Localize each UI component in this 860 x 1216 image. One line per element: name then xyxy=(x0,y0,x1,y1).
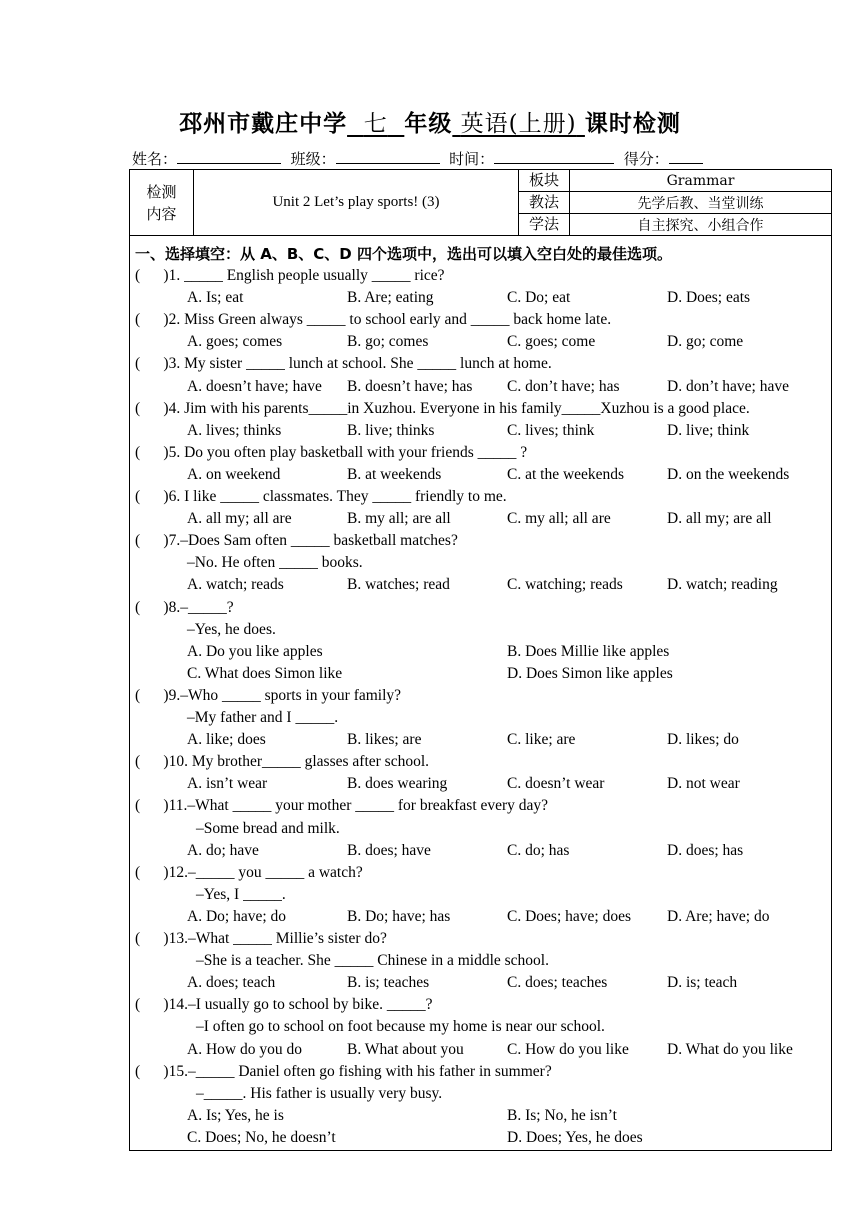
answer-option[interactable]: C. goes; come xyxy=(507,333,596,351)
answer-option[interactable]: A. does; teach xyxy=(187,974,276,992)
unit-title: Unit 2 Let’s play sports! (3) xyxy=(272,194,440,210)
answer-option[interactable]: B. watches; read xyxy=(347,576,450,594)
answer-option[interactable]: D. don’t have; have xyxy=(667,377,789,395)
answer-option[interactable]: B. does wearing xyxy=(347,775,448,793)
question-stem: ( )9.–Who _____ sports in your family? xyxy=(135,686,402,704)
answer-option[interactable]: D. Does; eats xyxy=(667,289,751,307)
answer-option[interactable]: D. What do you like xyxy=(667,1040,793,1058)
content-label-cell xyxy=(130,170,194,236)
learning-method-value: 自主探究、小组合作 xyxy=(570,214,832,236)
question-reply: –Yes, I _____. xyxy=(196,885,286,903)
answer-option[interactable]: D. on the weekends xyxy=(667,465,790,483)
answer-option[interactable]: A. on weekend xyxy=(187,465,281,483)
answer-option[interactable]: C. What does Simon like xyxy=(187,664,343,682)
answer-option[interactable]: C. lives; think xyxy=(507,421,595,439)
grade-value: 七 xyxy=(363,111,388,137)
section-heading: 一、选择填空：从 A、B、C、D 四个选项中，选出可以填入空白处的最佳选项。 xyxy=(135,245,672,263)
answer-option[interactable]: D. likes; do xyxy=(667,731,739,749)
answer-option[interactable]: A. watch; reads xyxy=(187,576,284,594)
score-label: 得分： xyxy=(623,150,669,168)
answer-option[interactable]: B. live; thinks xyxy=(347,421,435,439)
question-stem: ( )6. I like _____ classmates. They _____ friendly to me. xyxy=(135,488,507,505)
answer-option[interactable]: B. go; comes xyxy=(347,333,429,351)
school-name: 邳州市戴庄中学 xyxy=(179,111,348,137)
answer-option[interactable]: C. Does; have; does xyxy=(507,907,631,925)
answer-option[interactable]: A. Is; Yes, he is xyxy=(187,1106,284,1124)
answer-option[interactable]: A. like; does xyxy=(187,731,266,749)
class-label: 班级： xyxy=(290,150,336,168)
answer-option[interactable]: C. Does; No, he doesn’t xyxy=(187,1128,336,1146)
grade-suffix: 年级 xyxy=(404,111,453,137)
answer-option[interactable]: A. all my; all are xyxy=(187,510,292,528)
answer-option[interactable]: B. Are; eating xyxy=(347,289,434,307)
question-reply: –No. He often _____ books. xyxy=(187,554,363,572)
answer-option[interactable]: C. my all; all are xyxy=(507,510,611,528)
content-label-line: 检测 xyxy=(146,182,177,201)
teaching-method-value: 先学后教、当堂训练 xyxy=(570,192,832,214)
answer-option[interactable]: D. go; come xyxy=(667,333,744,351)
score-field[interactable] xyxy=(669,149,703,164)
answer-option[interactable]: C. How do you like xyxy=(507,1040,629,1058)
answer-option[interactable]: A. How do you do xyxy=(187,1040,302,1058)
question-stem: ( )1. _____ English people usually _____ rice? xyxy=(135,267,445,284)
answer-option[interactable]: A. lives; thinks xyxy=(187,421,282,439)
answer-option[interactable]: D. Does; Yes, he does xyxy=(507,1128,643,1146)
answer-option[interactable]: D. Does Simon like apples xyxy=(507,664,673,682)
question-stem: ( )2. Miss Green always _____ to school early and _____ back home late. xyxy=(135,311,612,329)
answer-option[interactable]: C. does; teaches xyxy=(507,974,608,992)
content-label-line: 内容 xyxy=(146,204,177,223)
question-stem: ( )15.–_____ Daniel often go fishing with his father in summer? xyxy=(135,1062,552,1080)
subject-value: 英语(上册) xyxy=(460,111,577,137)
answer-option[interactable]: B. Does Millie like apples xyxy=(507,642,670,660)
question-stem: ( )13.–What _____ Millie’s sister do? xyxy=(135,930,387,947)
question-reply: –I often go to school on foot because my home is near our school. xyxy=(196,1018,605,1036)
answer-option[interactable]: D. does; has xyxy=(667,841,744,859)
block-label: 板块 xyxy=(519,170,570,192)
answer-option[interactable]: A. Do; have; do xyxy=(187,907,287,925)
answer-option[interactable]: A. isn’t wear xyxy=(187,775,268,793)
question-reply: –My father and I _____. xyxy=(187,709,339,726)
question-reply: –Some bread and milk. xyxy=(196,819,340,837)
answer-option[interactable]: B. What about you xyxy=(347,1040,464,1058)
answer-option[interactable]: D. live; think xyxy=(667,421,750,439)
answer-option[interactable]: A. Is; eat xyxy=(187,289,244,307)
answer-option[interactable]: C. like; are xyxy=(507,731,576,749)
answer-option[interactable]: A. Do you like apples xyxy=(187,642,323,660)
question-stem: ( )5. Do you often play basketball with your friends _____ ? xyxy=(135,443,528,461)
student-info-line xyxy=(132,148,703,169)
answer-option[interactable]: B. Do; have; has xyxy=(347,907,451,925)
question-reply: –Yes, he does. xyxy=(187,620,276,638)
answer-option[interactable]: B. at weekends xyxy=(347,465,442,483)
time-field[interactable] xyxy=(494,149,614,164)
block-value: Grammar xyxy=(570,170,832,192)
page-title xyxy=(0,105,860,138)
answer-option[interactable]: C. watching; reads xyxy=(507,576,623,594)
question-stem: ( )10. My brother_____ glasses after school. xyxy=(135,753,430,771)
question-reply: –She is a teacher. She _____ Chinese in a middle school. xyxy=(196,952,549,970)
name-label: 姓名： xyxy=(132,150,178,168)
answer-option[interactable]: B. my all; are all xyxy=(347,510,451,528)
answer-option[interactable]: B. likes; are xyxy=(347,731,422,749)
answer-option[interactable]: B. is; teaches xyxy=(347,974,430,992)
question-stem: ( )12.–_____ you _____ a watch? xyxy=(135,863,363,881)
answer-option[interactable]: C. don’t have; has xyxy=(507,377,620,395)
answer-option[interactable]: D. Are; have; do xyxy=(667,907,770,925)
question-stem: ( )14.–I usually go to school by bike. _____? xyxy=(135,996,433,1014)
teaching-method-label: 教法 xyxy=(519,192,570,214)
answer-option[interactable]: C. at the weekends xyxy=(507,465,625,483)
learning-method-label: 学法 xyxy=(519,214,570,236)
answer-option[interactable]: C. Do; eat xyxy=(507,289,571,307)
question-stem: ( )8.–_____? xyxy=(135,598,234,616)
answer-option[interactable]: A. goes; comes xyxy=(187,333,283,351)
question-stem: ( )4. Jim with his parents_____in Xuzhou. Everyone in his family_____Xuzhou is a good place. xyxy=(135,399,750,417)
answer-option[interactable]: D. is; teach xyxy=(667,974,738,992)
answer-option[interactable]: D. all my; are all xyxy=(667,510,772,528)
answer-option[interactable]: B. does; have xyxy=(347,841,431,859)
answer-option[interactable]: B. doesn’t have; has xyxy=(347,377,473,395)
title-tail: 课时检测 xyxy=(584,111,681,137)
answer-option[interactable]: A. doesn’t have; have xyxy=(187,377,322,395)
question-stem: ( )7.–Does Sam often _____ basketball matches? xyxy=(135,532,458,550)
content-label xyxy=(130,181,193,225)
unit-cell xyxy=(194,170,519,236)
question-reply: –_____. His father is usually very busy. xyxy=(196,1084,443,1102)
answer-option[interactable]: D. watch; reading xyxy=(667,576,778,594)
answer-option[interactable]: A. do; have xyxy=(187,841,259,859)
class-field[interactable] xyxy=(336,149,440,164)
name-field[interactable] xyxy=(177,149,281,164)
answer-option[interactable]: D. not wear xyxy=(667,775,740,793)
answer-option[interactable]: C. doesn’t wear xyxy=(507,775,605,793)
question-stem: ( )11.–What _____ your mother _____ for breakfast every day? xyxy=(135,797,549,815)
header-table xyxy=(129,169,832,236)
question-stem: ( )3. My sister _____ lunch at school. She _____ lunch at home. xyxy=(135,355,552,373)
answer-option[interactable]: C. do; has xyxy=(507,841,570,859)
answer-option[interactable]: B. Is; No, he isn’t xyxy=(507,1106,617,1124)
time-label: 时间： xyxy=(449,150,495,168)
